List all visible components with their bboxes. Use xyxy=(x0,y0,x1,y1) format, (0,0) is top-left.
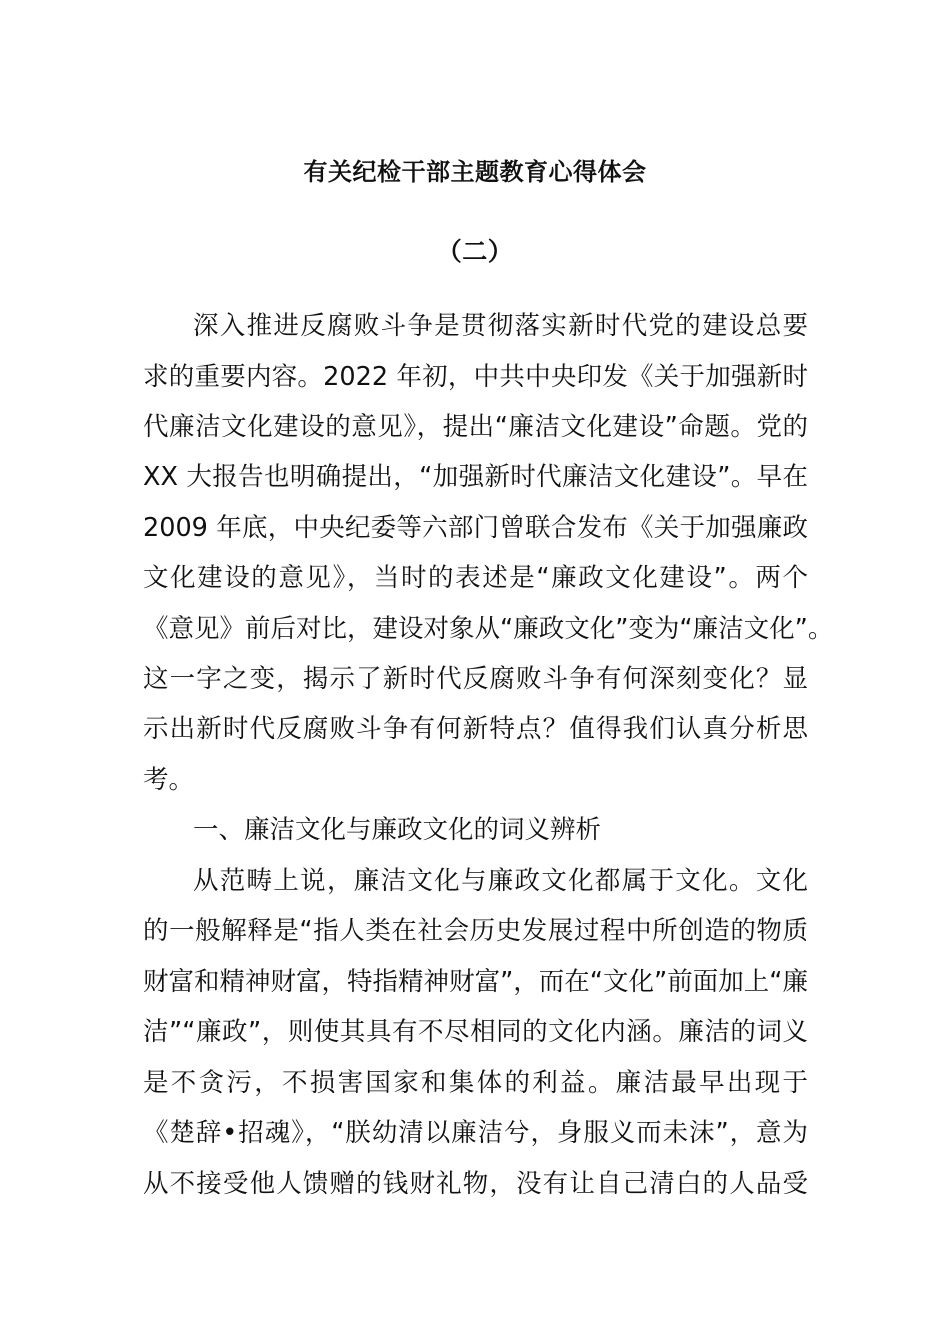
paragraph-line: 示出新时代反腐败斗争有何新特点？值得我们认真分析思 xyxy=(143,714,808,744)
paragraph-line: 洁”“廉政”，则使其具有不尽相同的文化内涵。廉洁的词义 xyxy=(143,1017,808,1047)
paragraph-line: 考。 xyxy=(143,765,195,795)
paragraph-line: 是不贪污，不损害国家和集体的利益。廉洁最早出现于 xyxy=(143,1068,808,1098)
section-heading: 一、廉洁文化与廉政文化的词义辨析 xyxy=(193,815,602,845)
paragraph-line: 文化建设的意见》，当时的表述是“廉政文化建设”。两个 xyxy=(143,563,808,593)
document-subtitle: （二） xyxy=(436,237,514,266)
paragraph-line: 2009 年底，中央纪委等六部门曾联合发布《关于加强廉政 xyxy=(143,513,808,543)
paragraph-line: 从不接受他人馈赠的钱财礼物，没有让自己清白的人品受 xyxy=(143,1169,808,1199)
paragraph-line: 从范畴上说，廉洁文化与廉政文化都属于文化。文化 xyxy=(193,866,808,896)
paragraph-line: XX 大报告也明确提出，“加强新时代廉洁文化建设”。早在 xyxy=(143,462,808,492)
paragraph-line: 《楚辞•招魂》，“朕幼清以廉洁兮，身服义而未沫”，意为 xyxy=(143,1118,808,1148)
document-title: 有关纪检干部主题教育心得体会 xyxy=(303,158,647,186)
paragraph-line: 财富和精神财富，特指精神财富”，而在“文化”前面加上“廉 xyxy=(143,967,808,997)
paragraph-line: 代廉洁文化建设的意见》，提出“廉洁文化建设”命题。党的 xyxy=(143,412,808,442)
paragraph-line: 《意见》前后对比，建设对象从“廉政文化”变为“廉洁文化”。 xyxy=(143,614,834,644)
paragraph-line: 这一字之变，揭示了新时代反腐败斗争有何深刻变化？显 xyxy=(143,664,808,694)
paragraph-line: 求的重要内容。2022 年初，中共中央印发《关于加强新时 xyxy=(143,362,808,392)
paragraph-line: 的一般解释是“指人类在社会历史发展过程中所创造的物质 xyxy=(143,916,808,946)
paragraph-line: 深入推进反腐败斗争是贯彻落实新时代党的建设总要 xyxy=(193,311,808,341)
